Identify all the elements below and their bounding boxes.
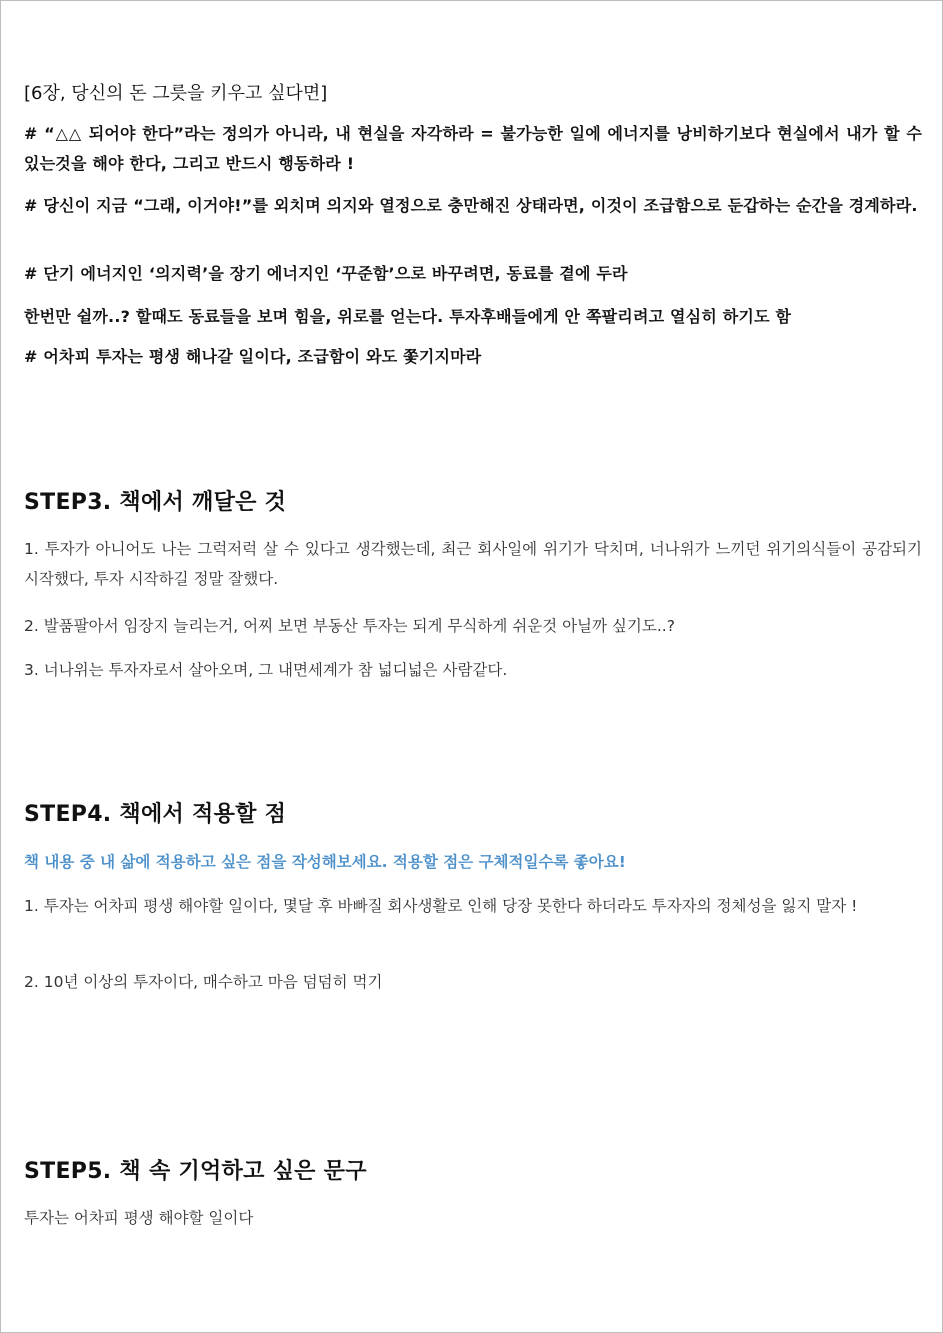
step4-heading: STEP4. 책에서 적용할 점 xyxy=(24,802,287,827)
step5-heading: STEP5. 책 속 기억하고 싶은 문구 xyxy=(24,1159,367,1184)
step4-item: 1. 투자는 어차피 평생 해야할 일이다, 몇달 후 바빠질 회사생활로 인해 당장 못한다 하더라도 투자자의 정체성을 잃지 말자 ! xyxy=(24,897,858,915)
chapter-note: # 단기 에너지인 ‘의지력’을 장기 에너지인 ‘꾸준함’으로 바꾸려면, 동료를 곁에 두라 xyxy=(24,264,628,283)
chapter-note: # 어차피 투자는 평생 해나갈 일이다, 조급함이 와도 쫓기지마라 xyxy=(24,347,482,366)
step3-item: 3. 너나위는 투자자로서 살아오며, 그 내면세계가 참 넓디넓은 사람같다. xyxy=(24,661,508,679)
chapter-note: # 당신이 지금 “그래, 이거야!”를 외치며 의지와 열정으로 충만해진 상태라면, 이것이 조급함으로 둔갑하는 순간을 경계하라. xyxy=(24,196,918,215)
chapter-note: # “△△ 되어야 한다”라는 정의가 아니라, 내 현실을 자각하라 = 불가능한 일에 에너지를 낭비하기보다 현실에서 내가 할 수 있는것을 해야 한다, 그리고 반드시 행동하라 ! xyxy=(24,124,922,173)
step3-item: 2. 발품팔아서 임장지 늘리는거, 어찌 보면 부동산 투자는 되게 무식하게 쉬운것 아닐까 싶기도..? xyxy=(24,617,675,635)
step5-quote: 투자는 어차피 평생 해야할 일이다 xyxy=(24,1209,254,1227)
chapter-title: [6장, 당신의 돈 그릇을 키우고 싶다면] xyxy=(24,83,328,104)
chapter-note: 한번만 쉴까..? 할때도 동료들을 보며 힘을, 위로를 얻는다. 투자후배들에게 안 쪽팔리려고 열심히 하기도 함 xyxy=(24,307,792,326)
step4-item: 2. 10년 이상의 투자이다, 매수하고 마음 덤덤히 먹기 xyxy=(24,973,383,991)
step3-item: 1. 투자가 아니어도 나는 그럭저럭 살 수 있다고 생각했는데, 최근 회사일에 위기가 닥치며, 너나위가 느끼던 위기의식들이 공감되기 시작했다, 투자 시작하길 정말 잘했다. xyxy=(24,540,922,588)
step3-heading: STEP3. 책에서 깨달은 것 xyxy=(24,490,287,515)
step4-hint: 책 내용 중 내 삶에 적용하고 싶은 점을 작성해보세요. 적용할 점은 구체적일수록 좋아요! xyxy=(24,853,626,871)
